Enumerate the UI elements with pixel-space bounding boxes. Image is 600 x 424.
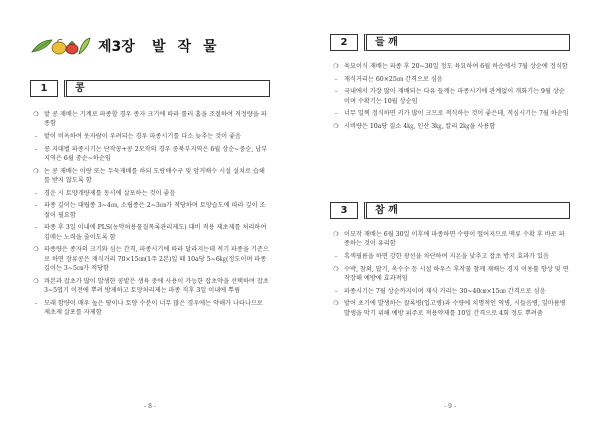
chapter-number: 제3장 <box>98 39 135 55</box>
item-text: 시비량은 10a당 질소 4㎏, 인산 3㎏, 칼리 2㎏을 사용함 <box>344 122 496 130</box>
vegetables-illustration-icon <box>30 34 92 58</box>
section-body-1 <box>30 110 270 321</box>
item-text: 재식거리는 60×25㎝ 간격으로 심음 <box>344 75 443 83</box>
section-title: 콩 <box>64 80 270 97</box>
dash-marker: - <box>34 189 38 197</box>
page-number: - 8 - <box>144 403 156 410</box>
item-text: 이모작 재배는 6월 30일 이후에 파종하면 수량이 떨어지므로 맥류 수확 후 바로 파종하는 것이 유리함 <box>344 231 565 248</box>
page-number: - 9 - <box>444 403 456 410</box>
item-text: 파종량은 종자의 크기와 심는 간격, 파종시기에 따라 달라지는데 적기 파종을 기준으로 하면 장류콩은 재식거리 70×15㎝(1주 2본)일 때 10a당 5~6㎏(정도이며 파종깊이는 3~5㎝가 적당함 <box>44 246 269 272</box>
circle-bullet-icon: ❍ <box>333 265 339 273</box>
bullet-item <box>30 277 270 296</box>
item-text: 파종 후 3일 이내에 PLS(농약허용물질목록관리제도) 대비 적용 제초제를 처리하여 김매는 노력을 줄이도록 함 <box>44 224 267 241</box>
circle-bullet-icon: ❍ <box>33 111 39 118</box>
section-number: 2 <box>330 34 358 51</box>
bullet-item <box>330 265 570 284</box>
item-text: 모래 함량이 매우 높은 땅이나 토양 수분이 너무 많은 경우에는 약해가 나타나므로 제초제 살포를 자제함 <box>44 299 263 316</box>
item-text: 너무 일찍 정식하면 키가 많이 크므로 적식하는 것이 좋은데, 적심시기는 7월 하순임 <box>344 110 569 118</box>
section-number: 1 <box>30 80 58 97</box>
item-text: 밭이 비옥하여 웃자람이 우려되는 경우 파종시기를 다소 늦추는 것이 좋음 <box>44 133 242 140</box>
dash-marker: - <box>34 202 38 210</box>
item-text: 육묘이식 재배는 파종 후 20~30일 정도 육묘하여 6월 하순에서 7월 상순에 정식함 <box>344 63 568 70</box>
section-heading-2 <box>330 34 570 50</box>
dash-marker: - <box>334 75 338 83</box>
chapter-title: 발작물 <box>152 39 229 55</box>
right-page <box>300 0 600 424</box>
section-body-2 <box>330 62 570 134</box>
section-heading-3 <box>330 202 570 218</box>
dash-item <box>330 109 570 118</box>
dash-item <box>330 287 570 296</box>
circle-bullet-icon: ❍ <box>333 231 339 238</box>
circle-bullet-icon: ❍ <box>333 122 339 130</box>
dash-marker: - <box>34 145 38 153</box>
item-text: 수박, 참외, 딸기, 옥수수 등 시설 하우스 후작물 참깨 재배는 경지 이용률 향상 및 연작장해 예방에 효과적임 <box>344 265 569 282</box>
chapter-header <box>30 34 270 58</box>
item-text: 경운 시 토양개량제를 동시에 살포하는 것이 좋음 <box>44 189 176 197</box>
dash-marker: - <box>34 133 38 140</box>
dash-marker: - <box>334 287 338 295</box>
dash-item <box>30 299 270 318</box>
dash-item <box>30 132 270 141</box>
bullet-item <box>330 122 570 131</box>
item-text: 국내에서 가장 많이 재배되는 다유 들깨는 파종시기에 관계없이 개화기는 9월 상순이며 수확기는 10월 상순임 <box>344 88 565 105</box>
section-heading-1 <box>30 80 270 96</box>
section-number: 3 <box>330 202 358 219</box>
dash-marker: - <box>34 299 38 307</box>
item-text: 콰본과 잡초가 많이 발생한 콩밭은 생육 중에 사용이 가능한 잡초약을 선택하여 잡초 3~5엽기 이전에 뿌려 방제하고 토양처리제는 파종 직후 3일 이내에 뿌림 <box>44 277 269 294</box>
bullet-item <box>330 62 570 71</box>
section-title: 참 깨 <box>364 202 570 219</box>
item-text: 밭 콩 재배는 기계로 파종할 경우 종자 크기에 따라 롤러 홈을 조절하여 적정량을 파종함 <box>44 111 267 128</box>
bullet-item <box>30 110 270 129</box>
item-text: 논 콩 재배는 이랑 또는 두둑재배를 하되 도랑배수구 및 암거배수 시설 설치로 습해를 받지 않도록 함 <box>44 167 265 184</box>
dash-item <box>330 75 570 84</box>
circle-bullet-icon: ❍ <box>333 300 339 308</box>
dash-item <box>30 201 270 220</box>
bullet-item <box>30 167 270 186</box>
dash-marker: - <box>334 253 338 260</box>
dash-item <box>330 252 570 261</box>
circle-bullet-icon: ❍ <box>33 246 39 254</box>
dash-item <box>30 223 270 242</box>
circle-bullet-icon: ❍ <box>333 63 339 70</box>
dash-item <box>30 145 270 164</box>
item-text: 흑색필름을 하면 강한 광선을 차단하여 지온을 낮추고 잡초 방지 효과가 있음 <box>344 253 549 260</box>
item-text: 밭어 초기에 발생하는 잘록병(입고병)과 수량에 치명적인 역병, 시들음병, 잎마름병 발생을 막기 위해 예방 위주로 적용약제를 10일 간격으로 4회 정도 뿌려줌 <box>344 300 566 317</box>
bullet-item <box>330 299 570 318</box>
dash-item <box>30 189 270 198</box>
dash-marker: - <box>334 88 338 96</box>
section-title: 들 깨 <box>364 34 570 51</box>
circle-bullet-icon: ❍ <box>33 277 39 285</box>
dash-marker: - <box>34 224 38 232</box>
item-text: 콩 지대별 파종시기는 단작콩+콩 2모작의 경우 중북부지역은 6월 상순~중순, 남부지역은 6월 중순~하순임 <box>44 145 268 162</box>
item-text: 파종시기는 7월 상순까지이며 재식 거리는 30~40㎝×15㎝ 간격으로 심음 <box>344 287 546 295</box>
bullet-item <box>30 245 270 273</box>
dash-item <box>330 87 570 106</box>
bullet-item <box>330 230 570 249</box>
dash-marker: - <box>334 110 338 118</box>
item-text: 파종 깊이는 대립종 3~4㎝, 소립종은 2~3㎝가 적당하며 토양습도에 따라 깊이 조절이 필요함 <box>44 202 266 219</box>
circle-bullet-icon: ❍ <box>33 167 39 175</box>
section-body-3 <box>330 230 570 321</box>
